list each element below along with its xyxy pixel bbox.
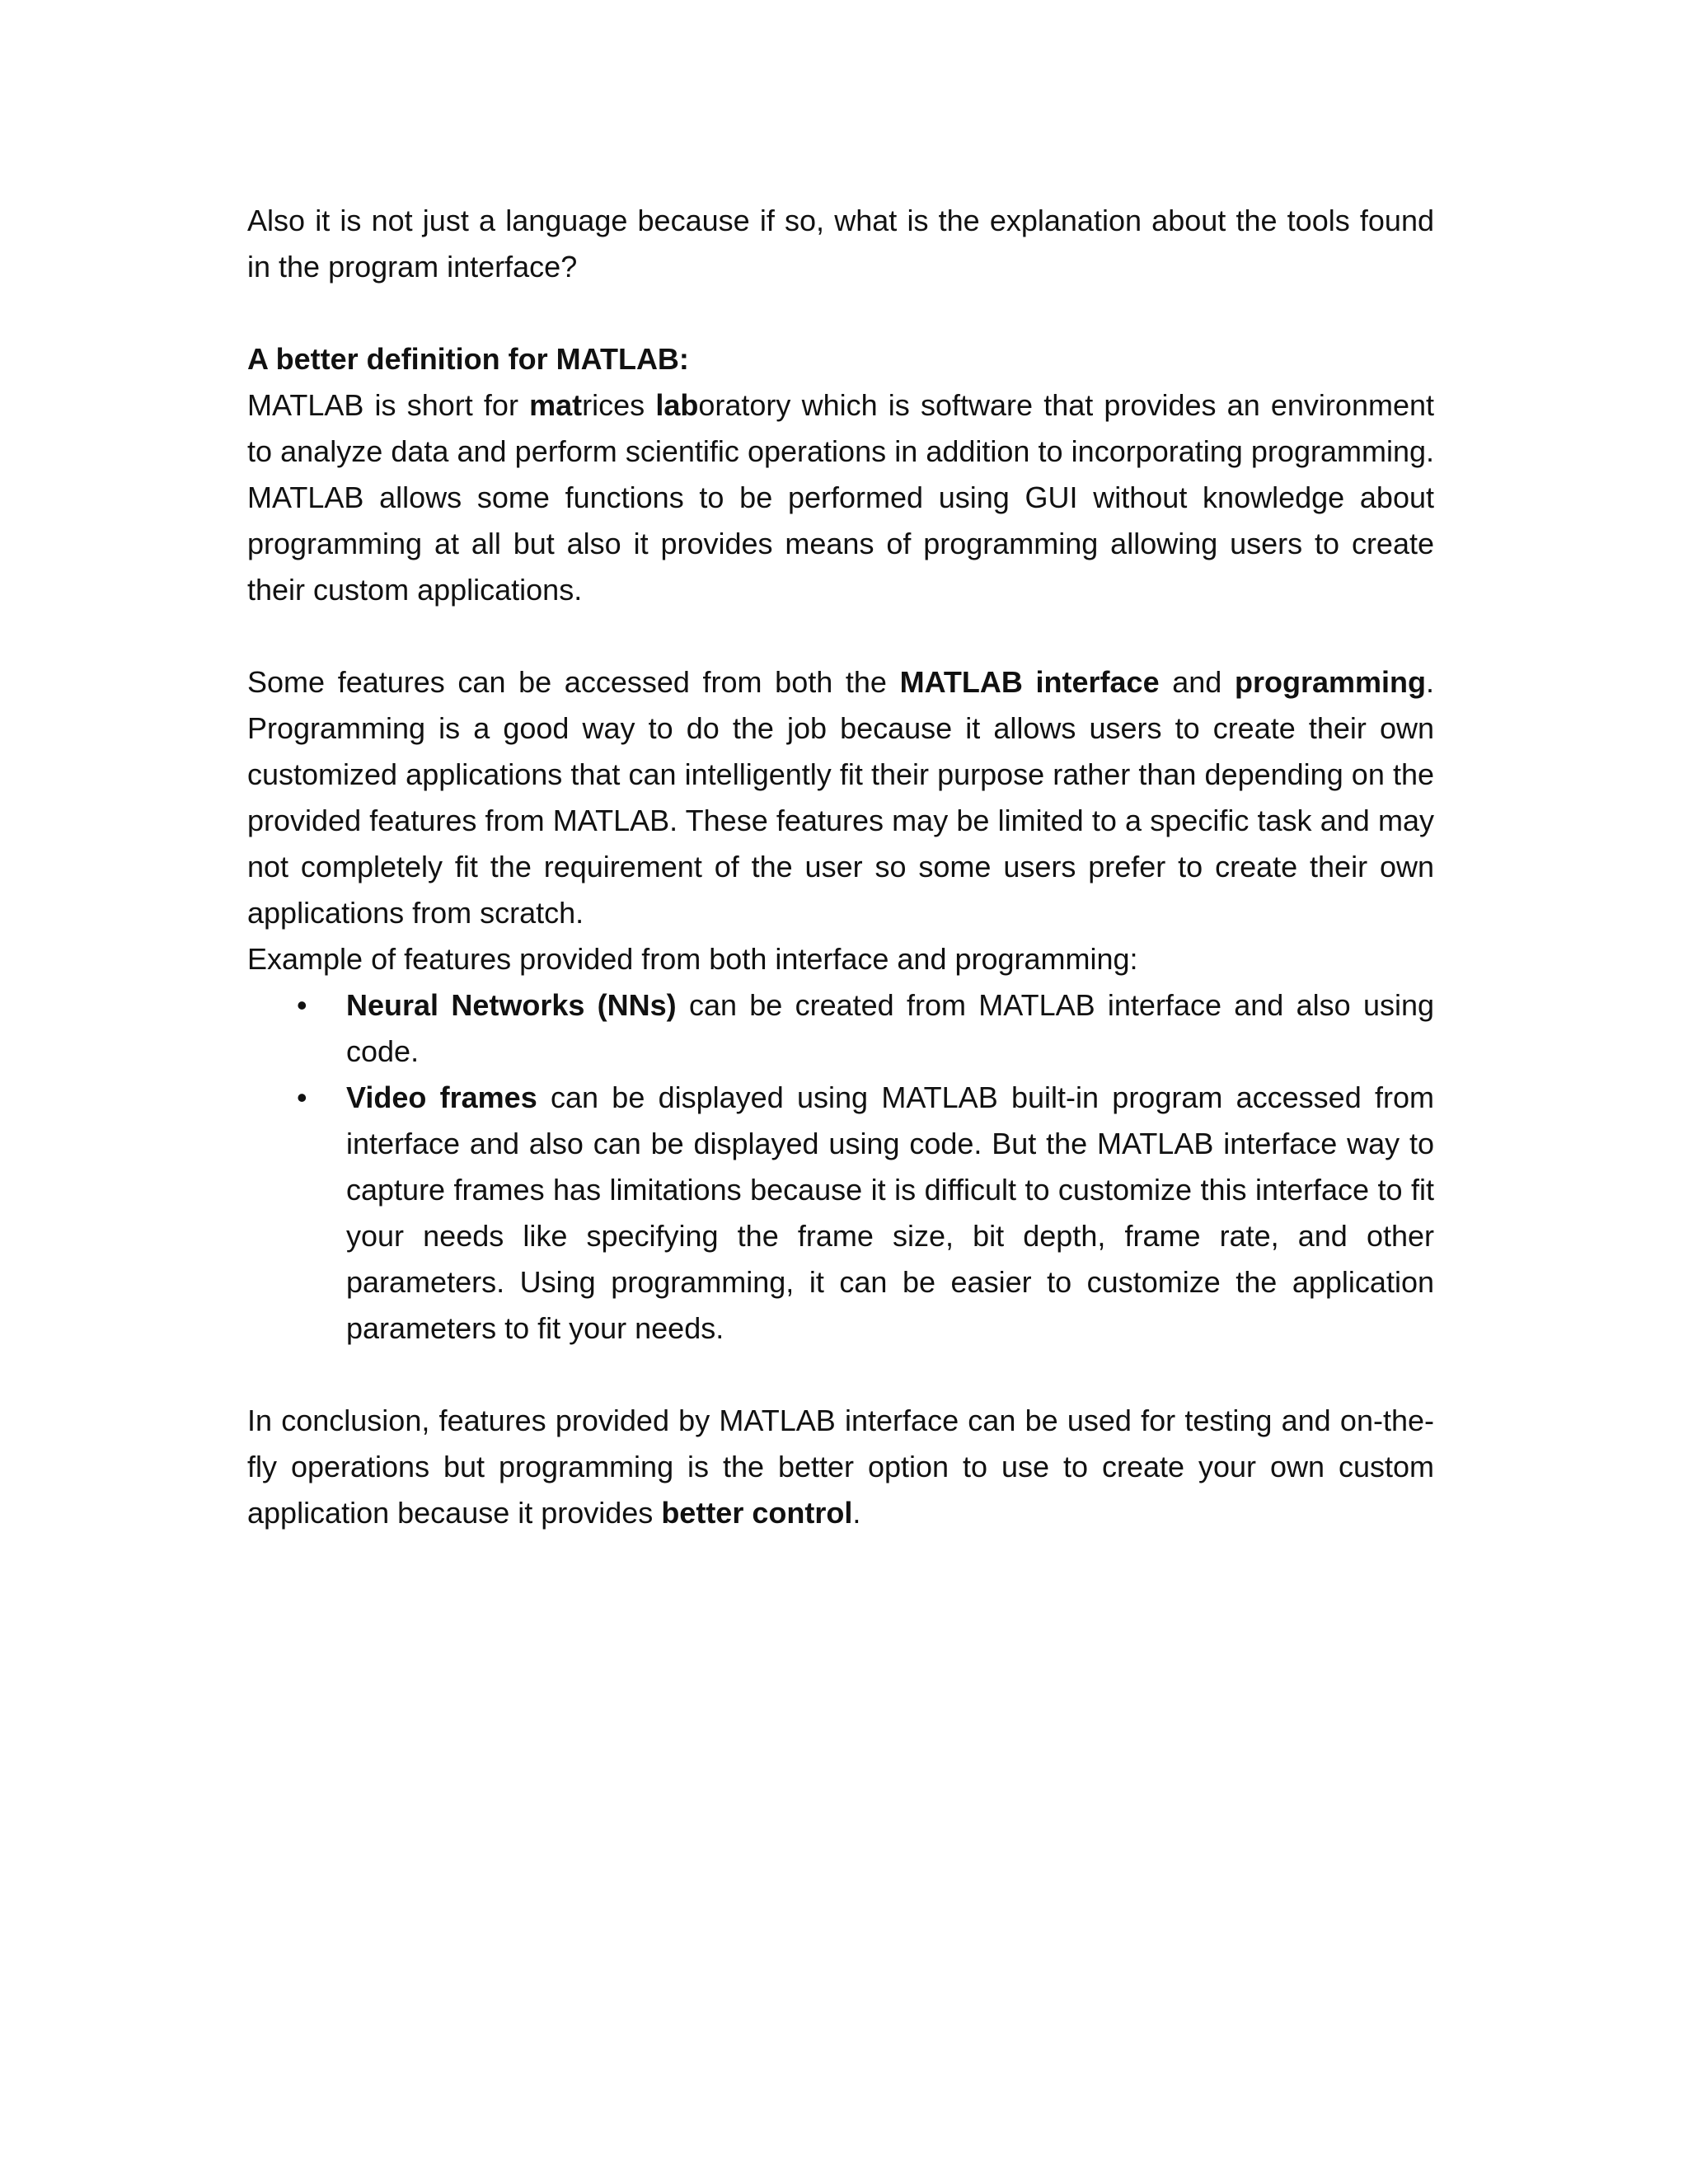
- definition-paragraph: [247, 382, 1434, 613]
- features-text-rest: . Programming is a good way to do the job because it allows users to create their own customized applications that can intelligently fit their purpose rather than depending on the provided features from MATLAB. These features may be limited to a specific task and may not completely fit the requirement of the user so some users prefer to create their own applications from scratch.: [247, 665, 1435, 930]
- list-item-bold: Video frames: [346, 1080, 537, 1114]
- definition-text-b: rices: [582, 388, 656, 422]
- conclusion-bold: better control: [661, 1496, 853, 1530]
- definition-heading: [247, 336, 1434, 382]
- features-bold-interface: MATLAB interface: [899, 665, 1160, 699]
- list-item: [247, 982, 1434, 1075]
- conclusion-text-a: In conclusion, features provided by MATLAB interface can be used for testing and on-the-fly operations but programming is the better option to use to create your own custom application because it provides: [247, 1404, 1434, 1530]
- example-intro: [247, 936, 1434, 982]
- definition-bold-lab: lab: [655, 388, 699, 422]
- bullet-icon: •: [297, 1080, 307, 1114]
- list-item-text: can be displayed using MATLAB built-in program accessed from interface and also can be displayed using code. But the MATLAB interface way to capture frames has limitations because it is difficult to customize this interface to fit your needs like specifying the frame size, bit depth, frame rate, and other parameters. Using programming, it can be easier to customize the application parameters to fit your needs.: [346, 1080, 1434, 1345]
- bullet-icon: •: [297, 988, 307, 1022]
- list-item-text: can be created from MATLAB interface and also using code.: [346, 988, 1435, 1068]
- conclusion-text-b: .: [852, 1496, 861, 1530]
- paragraph-spacer: [247, 290, 1434, 336]
- example-intro-text: Example of features provided from both interface and programming:: [247, 942, 1138, 976]
- features-paragraph: [247, 659, 1434, 936]
- features-bold-programming: programming: [1234, 665, 1426, 699]
- document-body: [247, 198, 1434, 1536]
- list-item: [247, 1075, 1434, 1352]
- intro-paragraph: [247, 198, 1434, 290]
- features-text-a: Some features can be accessed from both the: [247, 665, 900, 699]
- intro-text: Also it is not just a language because if so, what is the explanation about the tools found in the program interface?: [247, 204, 1434, 284]
- conclusion-paragraph: [247, 1398, 1434, 1536]
- definition-heading-text: A better definition for MATLAB:: [247, 342, 689, 376]
- features-text-and: and: [1159, 665, 1235, 699]
- definition-bold-mat: mat: [529, 388, 583, 422]
- list-item-bold: Neural Networks (NNs): [346, 988, 677, 1022]
- feature-list: [247, 982, 1434, 1352]
- paragraph-spacer: [247, 613, 1434, 659]
- paragraph-spacer: [247, 1352, 1434, 1398]
- definition-text-c: oratory which is software that provides an environment to analyze data and perform scientific operations in addition to incorporating programming. MATLAB allows some functions to be performed using GUI without knowledge about programming at all but also it provides means of programming allowing users to create their custom applications.: [247, 388, 1434, 607]
- definition-text-a: MATLAB is short for: [247, 388, 530, 422]
